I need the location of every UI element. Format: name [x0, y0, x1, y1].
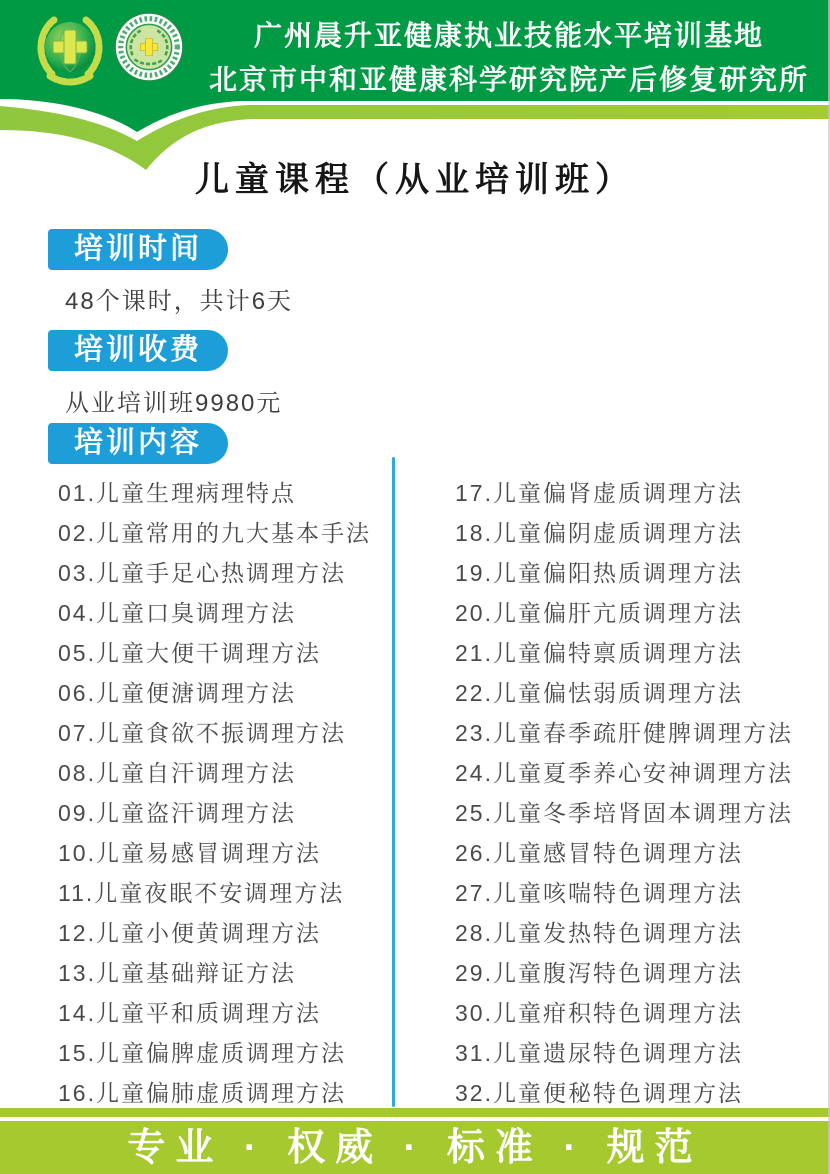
course-item: 18.儿童偏阴虚质调理方法: [455, 520, 743, 546]
course-item: 12.儿童小便黄调理方法: [58, 920, 321, 946]
course-item: 09.儿童盗汗调理方法: [58, 800, 296, 826]
course-item: 31.儿童遗尿特色调理方法: [455, 1040, 743, 1066]
org-line-2: 北京市中和亚健康科学研究院产后修复研究所: [208, 64, 809, 95]
course-item: 32.儿童便秘特色调理方法: [455, 1080, 743, 1106]
course-item: 29.儿童腹泻特色调理方法: [455, 960, 743, 986]
course-item: 03.儿童手足心热调理方法: [58, 560, 346, 586]
course-item: 17.儿童偏肾虚质调理方法: [455, 480, 743, 506]
course-item: 19.儿童偏阳热质调理方法: [455, 560, 743, 586]
course-column-left: [58, 473, 371, 1113]
course-item: 10.儿童易感冒调理方法: [58, 840, 321, 866]
course-item: 16.儿童偏肺虚质调理方法: [58, 1080, 346, 1106]
course-item: 11.儿童夜眠不安调理方法: [58, 880, 345, 906]
section-heading-training-content: 培训内容: [48, 423, 228, 464]
course-item: 24.儿童夏季养心安神调理方法: [455, 760, 793, 786]
course-item: 30.儿童疳积特色调理方法: [455, 1000, 743, 1026]
course-item: 23.儿童春季疏肝健脾调理方法: [455, 720, 793, 746]
course-item: 21.儿童偏特禀质调理方法: [455, 640, 743, 666]
section-heading-training-fee: 培训收费: [48, 330, 228, 371]
page-title: 儿童课程（从业培训班）: [195, 161, 635, 199]
course-item: 05.儿童大便干调理方法: [58, 640, 321, 666]
course-item: 02.儿童常用的九大基本手法: [58, 520, 371, 546]
course-item: 06.儿童便溏调理方法: [58, 680, 296, 706]
column-divider: [392, 457, 395, 1107]
course-item: 14.儿童平和质调理方法: [58, 1000, 321, 1026]
course-column-right: [455, 473, 793, 1113]
org-line-1: 广州晨升亚健康执业技能水平培训基地: [253, 20, 764, 51]
training-fee-value: 从业培训班9980元: [65, 390, 283, 417]
course-item: 15.儿童偏脾虚质调理方法: [58, 1040, 346, 1066]
training-time-value: 48个课时，共计6天: [65, 288, 294, 315]
footer-slogan: 专业 · 权威 · 标准 · 规范: [127, 1127, 703, 1169]
round-academy-badge-emblem: [114, 12, 184, 82]
course-item: 08.儿童自汗调理方法: [58, 760, 296, 786]
course-item: 04.儿童口臭调理方法: [58, 600, 296, 626]
course-item: 27.儿童咳喘特色调理方法: [455, 880, 743, 906]
course-item: 25.儿童冬季培肾固本调理方法: [455, 800, 793, 826]
course-item: 20.儿童偏肝亢质调理方法: [455, 600, 743, 626]
course-item: 01.儿童生理病理特点: [58, 480, 296, 506]
footer-divider-line: [0, 1117, 830, 1121]
header-org-names: [196, 14, 822, 106]
course-item: 28.儿童发热特色调理方法: [455, 920, 743, 946]
course-item: 22.儿童偏怯弱质调理方法: [455, 680, 743, 706]
course-item: 13.儿童基础辩证方法: [58, 960, 296, 986]
course-item: 07.儿童食欲不振调理方法: [58, 720, 346, 746]
course-item: 26.儿童感冒特色调理方法: [455, 840, 743, 866]
section-heading-training-time: 培训时间: [48, 229, 228, 270]
green-cross-laurel-emblem: [30, 6, 110, 90]
